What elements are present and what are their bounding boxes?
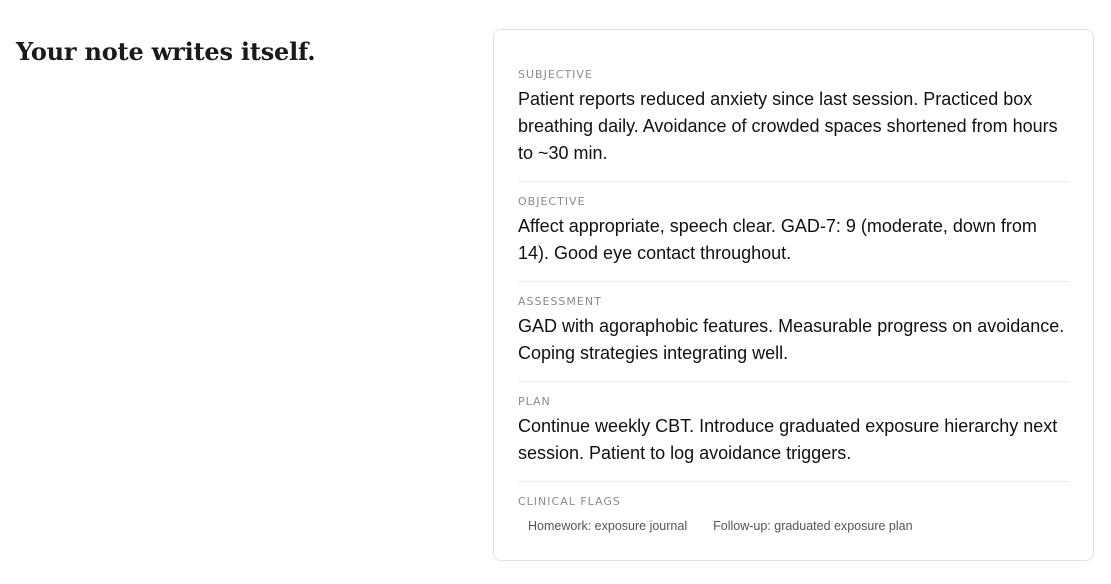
section-clinical-flags xyxy=(518,482,1069,534)
section-label-subjective: SUBJECTIVE xyxy=(518,68,593,81)
section-text-objective: Affect appropriate, speech clear. GAD-7: 9 (moderate, down from 14). Good eye contact throughout. xyxy=(518,216,1037,263)
section-text-plan: Continue weekly CBT. Introduce graduated exposure hierarchy next session. Patient to log avoidance triggers. xyxy=(518,416,1058,463)
flag-homework: Homework: exposure journal xyxy=(528,519,688,533)
flag-follow-up: Follow-up: graduated exposure plan xyxy=(713,519,913,533)
page-headline: Your note writes itself. xyxy=(16,37,316,66)
section-label-assessment: ASSESSMENT xyxy=(518,295,602,308)
section-label-clinical-flags: CLINICAL FLAGS xyxy=(518,495,621,508)
section-text-assessment: GAD with agoraphobic features. Measurable progress on avoidance. Coping strategies integrating well. xyxy=(518,316,1065,363)
section-text-subjective: Patient reports reduced anxiety since last session. Practiced box breathing daily. Avoidance of crowded spaces shortened from hours to ~30 min. xyxy=(518,89,1058,163)
section-assessment xyxy=(518,282,1069,382)
section-subjective xyxy=(518,68,1069,182)
section-plan xyxy=(518,382,1069,482)
section-label-objective: OBJECTIVE xyxy=(518,195,586,208)
clinical-flags-list xyxy=(518,518,1069,534)
soap-note-card xyxy=(493,29,1094,561)
section-label-plan: PLAN xyxy=(518,395,551,408)
section-objective xyxy=(518,182,1069,282)
